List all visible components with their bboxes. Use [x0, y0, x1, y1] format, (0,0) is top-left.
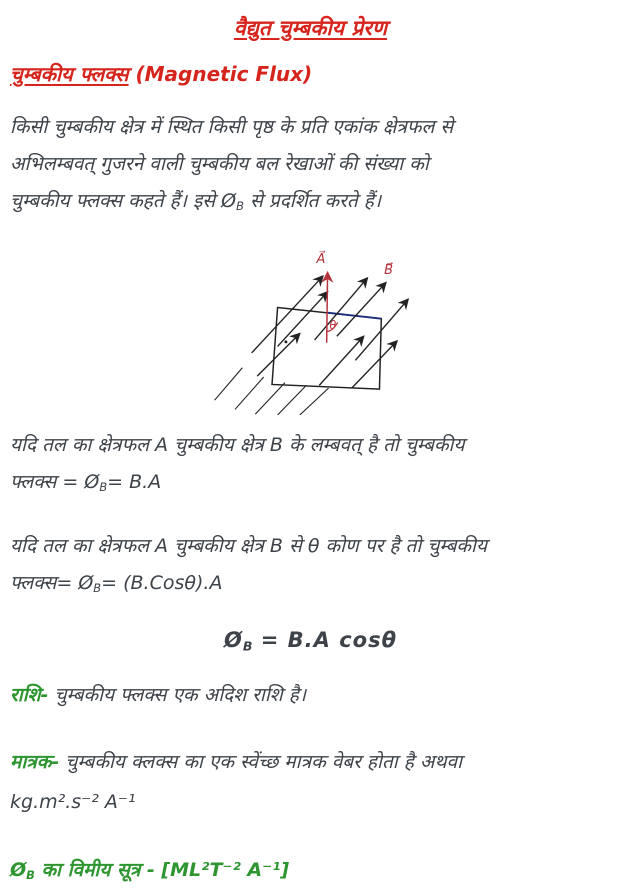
page-title: वैद्युत चुम्बकीय प्रेरण: [233, 16, 388, 40]
unit-paragraph: [10, 742, 611, 822]
surface-dot: [284, 341, 287, 344]
notes-page: [0, 14, 621, 892]
section-heading-english: (Magnetic Flux): [128, 62, 313, 86]
angle-line1: यदि तल का क्षेत्रफल A चुम्बकीय क्षेत्र B से θ कोण पर है तो चुम्बकीय: [10, 535, 487, 558]
unit-text: चुम्बकीय क्लक्स का एक स्वेंच्छ मात्रक वेबर होता है अथवा: [59, 751, 463, 774]
field-vector-label: B⃗: [384, 263, 393, 279]
dimensional-formula: $Ø_B$ का विमीय सूत्र - [ML²T⁻² A⁻¹]: [10, 859, 290, 883]
flux-diagram-svg: [180, 239, 490, 415]
phi-subscript: B: [99, 480, 108, 495]
perpendicular-line2: फ्लक्स = $Ø_B= B.A$: [10, 471, 162, 495]
phi-subscript: B: [242, 638, 253, 654]
field-lines-lower: [215, 368, 329, 415]
angle-label: θ: [329, 319, 337, 333]
definition-line3: चुम्बकीय फ्लक्स कहते हैं। इसे $Ø_B$ से प्रदर्शित करते हैं।: [10, 190, 382, 214]
section-heading: [10, 60, 611, 87]
quantity-text: चुम्बकीय फ्लक्स एक अदिश राशि है।: [48, 684, 307, 707]
definition-paragraph: [10, 109, 611, 225]
section-heading-hindi: चुम्बकीय फ्लक्स: [10, 62, 129, 86]
definition-line1: किसी चुम्बकीय क्षेत्र में स्थित किसी पृष्ठ के प्रति एकांक क्षेत्रफल से: [10, 116, 454, 138]
angle-case-paragraph: [10, 528, 611, 607]
unit-si-form: kg.m².s⁻² A⁻¹: [10, 791, 136, 814]
definition-line2: अभिलम्बवत् गुजरने वाली चुम्बकीय बल रेखाओं की संख्या को: [10, 153, 429, 175]
phi-subscript: B: [26, 868, 35, 883]
magnetic-flux-diagram: [180, 239, 490, 415]
phi-subscript: B: [236, 199, 244, 214]
phi-subscript: B: [93, 581, 102, 596]
quantity-type-paragraph: [10, 677, 611, 714]
quantity-label: राशि-: [10, 684, 49, 707]
perpendicular-case-paragraph: [10, 427, 611, 506]
flux-formula: $Ø_B = B.A$ cosθ: [223, 627, 398, 654]
angle-line2: फ्लक्स= $Ø_B= (B.Cos\theta).A$: [10, 572, 223, 596]
area-vector-label: A⃗: [316, 252, 326, 268]
perpendicular-line1: यदि तल का क्षेत्रफल A चुम्बकीय क्षेत्र B के लम्बवत् है तो चुम्बकीय: [10, 434, 465, 457]
unit-label: मात्रक-: [10, 751, 60, 774]
